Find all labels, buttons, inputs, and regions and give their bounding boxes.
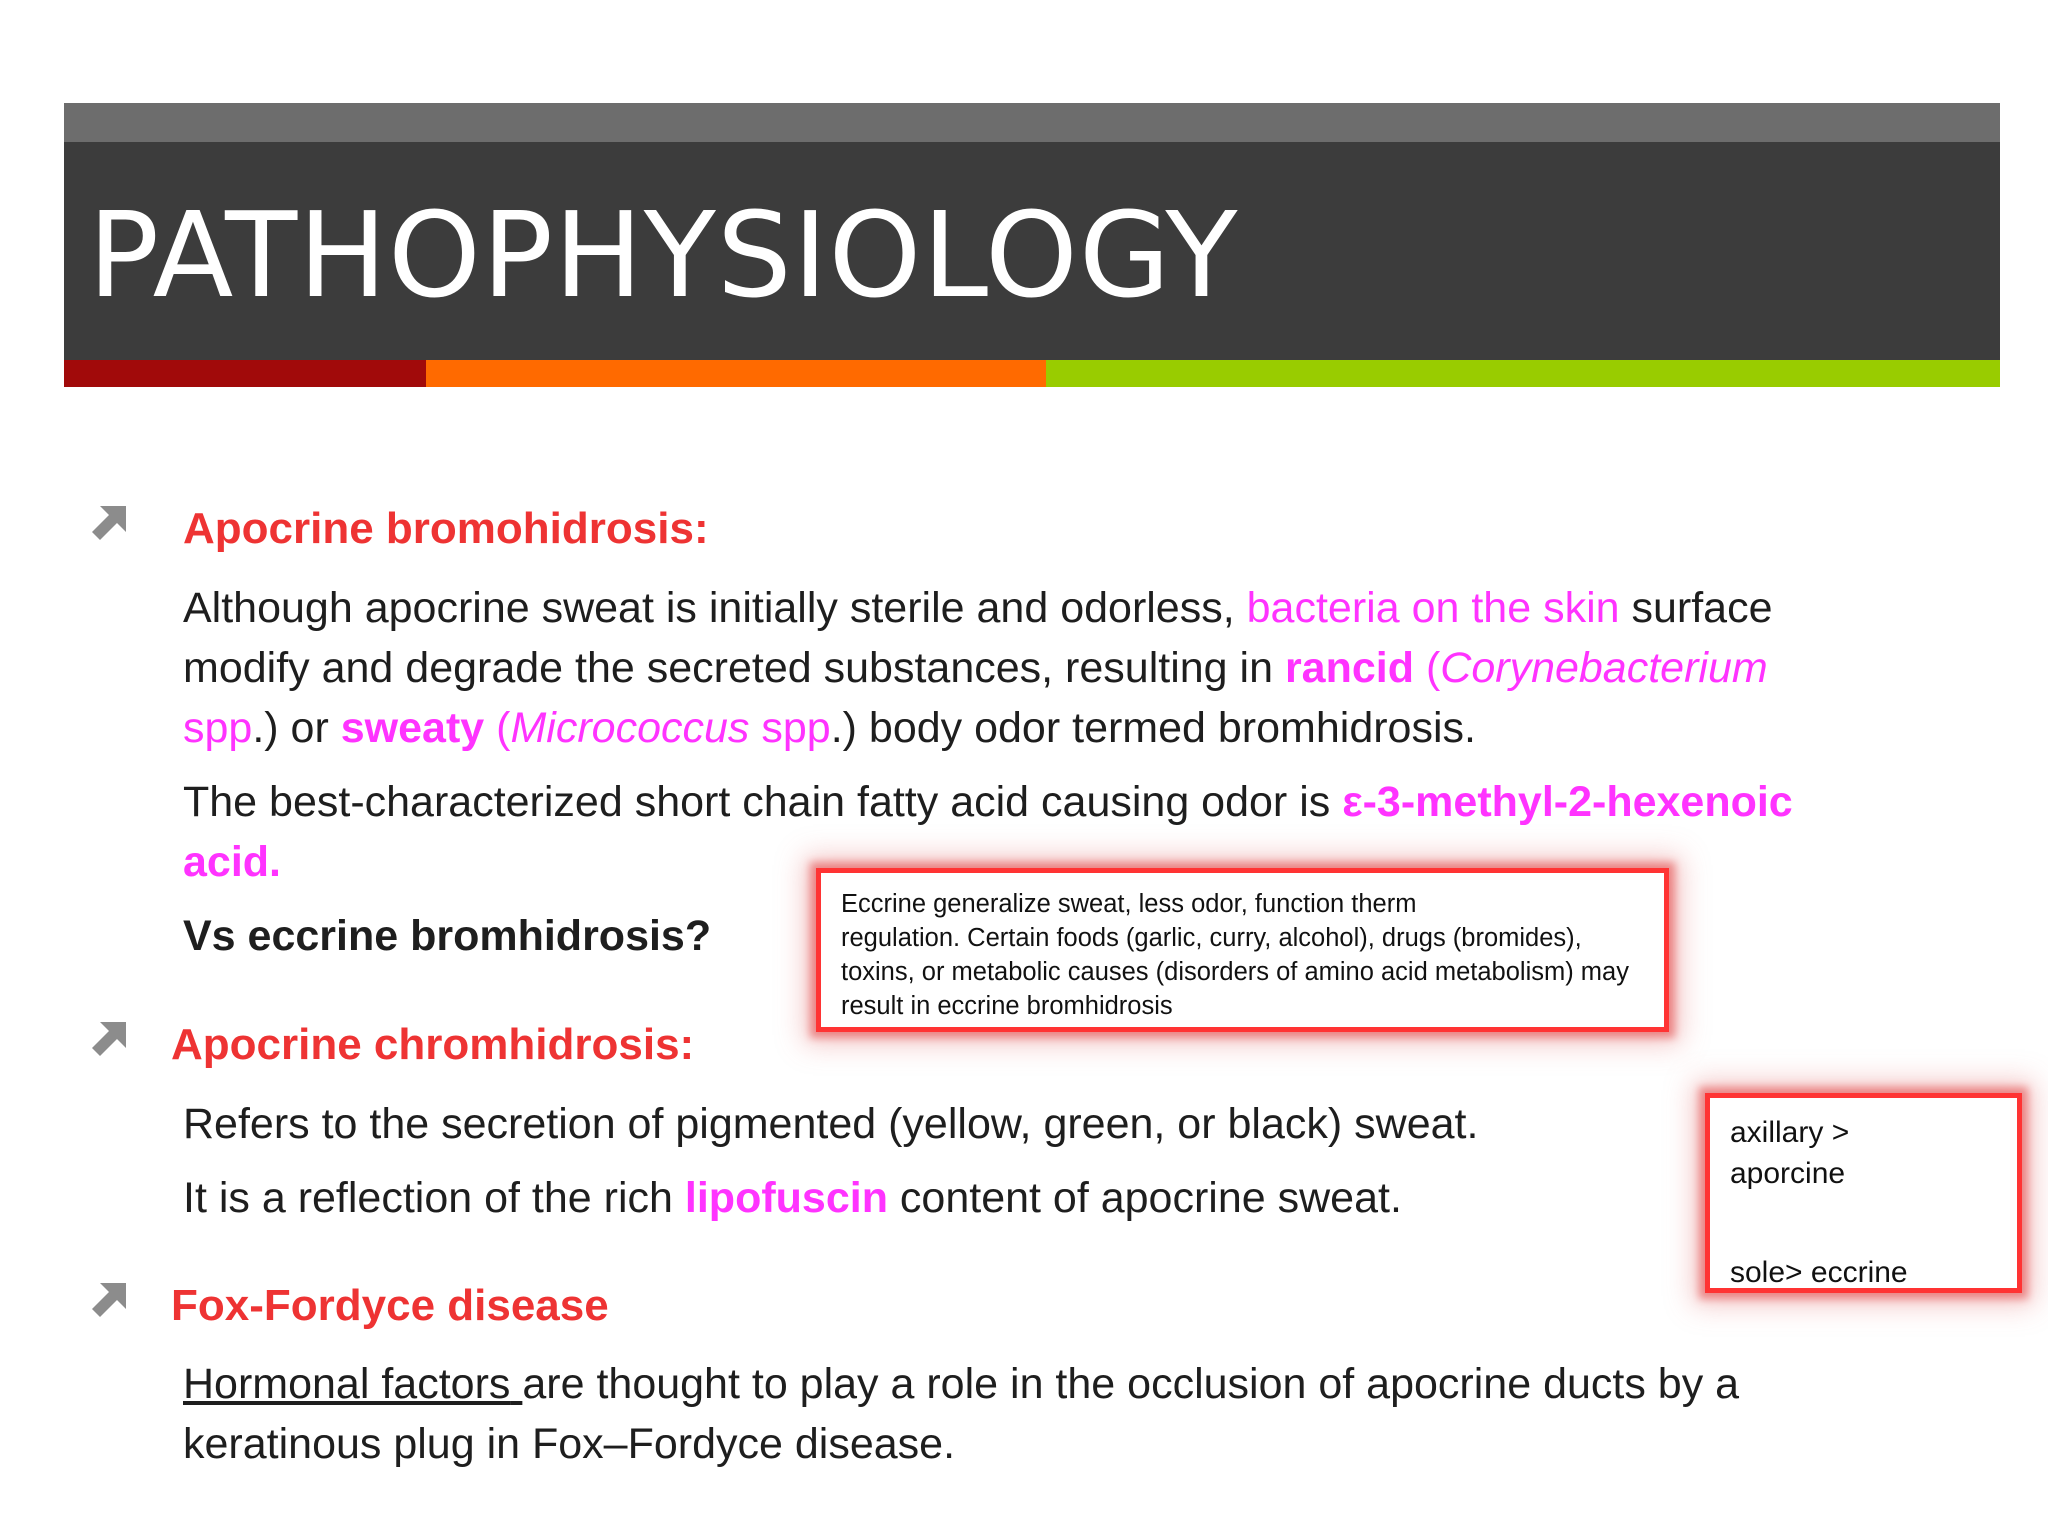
heading-fox-fordyce-disease: Fox-Fordyce disease — [171, 1281, 609, 1330]
callout-line: axillary > — [1730, 1116, 1850, 1149]
arrow-up-right-icon — [88, 502, 130, 544]
question-line: Vs eccrine bromhidrosis? — [183, 912, 712, 960]
accent-stripe-red — [64, 360, 426, 387]
paragraph-line: The best-characterized short chain fatty acid causing odor is ε-3-methyl-2-hexenoic — [183, 778, 1793, 826]
callout-line: toxins, or metabolic causes (disorders of amino acid metabolism) may — [841, 958, 1629, 986]
callout-eccrine-note — [816, 868, 1669, 1032]
paragraph-line: Refers to the secretion of pigmented (yellow, green, or black) sweat. — [183, 1100, 1479, 1148]
heading-apocrine-chromhidrosis: Apocrine chromhidrosis: — [171, 1020, 695, 1069]
paragraph-line: acid. — [183, 838, 281, 886]
paragraph-line: It is a reflection of the rich lipofuscin content of apocrine sweat. — [183, 1174, 1402, 1222]
callout-line: sole> eccrine — [1730, 1256, 1908, 1289]
callout-line: regulation. Certain foods (garlic, curry, alcohol), drugs (bromides), — [841, 924, 1582, 952]
arrow-up-right-icon — [88, 1018, 130, 1060]
paragraph-line: Although apocrine sweat is initially sterile and odorless, bacteria on the skin surface — [183, 584, 1773, 632]
paragraph-line: keratinous plug in Fox–Fordyce disease. — [183, 1420, 956, 1468]
callout-location-note — [1705, 1093, 2022, 1293]
paragraph-line: modify and degrade the secreted substances, resulting in rancid (Corynebacterium — [183, 644, 1768, 692]
accent-stripe-green — [1046, 360, 2000, 387]
callout-line: result in eccrine bromhidrosis — [841, 992, 1173, 1020]
callout-line: aporcine — [1730, 1157, 1846, 1190]
arrow-up-right-icon — [88, 1279, 130, 1321]
slide-title: PATHOPHYSIOLOGY — [88, 186, 1239, 324]
heading-apocrine-bromohidrosis: Apocrine bromohidrosis: — [183, 504, 709, 553]
paragraph-line: spp.) or sweaty (Micrococcus spp.) body odor termed bromhidrosis. — [183, 704, 1476, 752]
paragraph-line: Hormonal factors are thought to play a role in the occlusion of apocrine ducts by a — [183, 1360, 1740, 1408]
accent-stripe-orange — [426, 360, 1046, 387]
header-top-bar — [64, 103, 2000, 142]
callout-line: Eccrine generalize sweat, less odor, function therm — [841, 890, 1417, 918]
